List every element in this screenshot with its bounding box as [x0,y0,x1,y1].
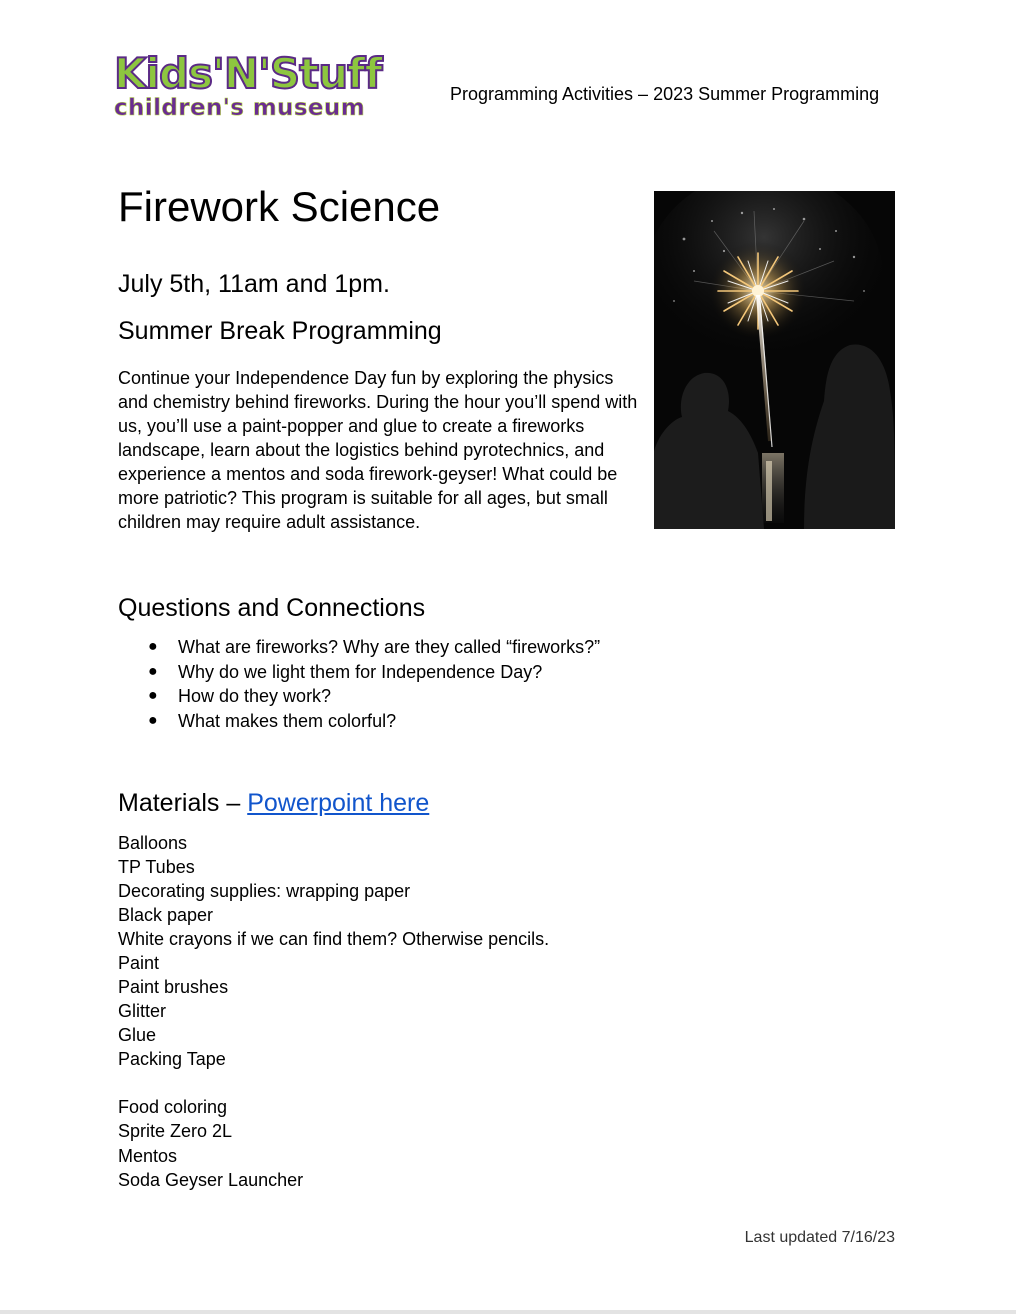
list-item: Glue [118,1025,157,1045]
list-item: Balloons [118,833,188,853]
list-item: Glitter [118,1001,167,1021]
page-title: Firework Science [118,183,441,230]
header-program-label: Programming Activities – 2023 Summer Programming [450,84,880,104]
list-item: Decorating supplies: wrapping paper [118,881,411,901]
fireworks-photo [654,191,895,529]
list-item: Black paper [118,905,214,925]
last-updated-footer: Last updated 7/16/23 [744,1229,895,1246]
event-subtitle: Summer Break Programming [118,317,442,345]
list-item: Soda Geyser Launcher [118,1169,304,1190]
bullet-icon: ● [148,687,158,704]
questions-list [118,635,600,733]
list-item: Mentos [118,1145,178,1166]
materials-list-geyser [118,1095,303,1192]
event-date: July 5th, 11am and 1pm. [118,270,390,298]
list-item: Paint brushes [118,977,229,997]
list-item: Paint [118,953,160,973]
list-item: White crayons if we can find them? Otherwise pencils. [118,929,550,949]
list-item: TP Tubes [118,857,195,877]
page-bottom-divider [0,1310,1016,1314]
list-item: ● Why do we light them for Independence Day? [118,660,600,685]
list-item: ● What are fireworks? Why are they called “fireworks?” [118,635,600,660]
list-item: Food coloring [118,1097,228,1117]
fireworks-illustration [654,191,895,529]
kids-n-stuff-logo [114,49,432,124]
bullet-icon: ● [148,662,158,680]
list-item: ● What makes them colorful? [118,709,600,734]
list-item: ● How do they work? [118,684,600,709]
list-item: Sprite Zero 2L [118,1121,233,1142]
bullet-icon: ● [148,711,158,729]
logo-wordmark: Kids'N'Stuff [114,49,382,98]
powerpoint-link[interactable]: Powerpoint here [247,789,430,817]
event-description: Continue your Independence Day fun by exploring the physics and chemistry behind fireworks. During the hour you’ll spend with us, you’ll use a paint-popper and glue to create a fireworks landscape, learn about the logistics behind pyrotechnics, and experience a mentos and soda firework-geyser! What could be more patriotic? This program is suitable for all ages, but small children may require adult assistance. [118,368,638,532]
materials-list [118,831,549,1071]
bullet-icon: ● [148,638,158,655]
materials-heading: Materials – Powerpoint here [118,789,430,817]
questions-heading: Questions and Connections [118,594,426,622]
list-item: Packing Tape [118,1049,226,1069]
logo-subtitle: children's museum [114,95,366,121]
